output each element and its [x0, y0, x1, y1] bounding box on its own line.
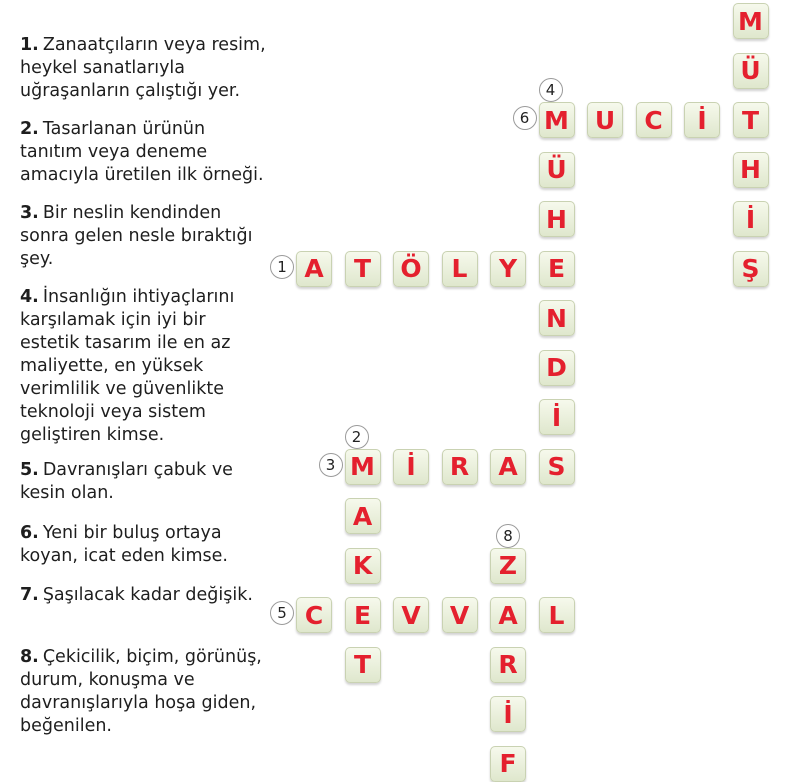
letter-cell: U: [587, 102, 623, 138]
letter-cell: İ: [393, 449, 429, 485]
letter-cell: H: [539, 201, 575, 237]
letter-cell: K: [345, 548, 381, 584]
letter-cell: M: [733, 3, 769, 39]
letter-cell: V: [393, 597, 429, 633]
clue-number: 3.: [20, 203, 39, 223]
clue-number-badge: 3: [319, 453, 343, 477]
letter-cell: V: [442, 597, 478, 633]
letter-cell: C: [296, 597, 332, 633]
letter-cell: R: [442, 449, 478, 485]
clue-number-badge: 6: [513, 106, 537, 130]
clue-number-badge: 5: [270, 601, 294, 625]
clue-number: 1.: [20, 35, 39, 55]
letter-cell: L: [539, 597, 575, 633]
letter-cell: İ: [539, 399, 575, 435]
letter-cell: C: [636, 102, 672, 138]
clue-text: İnsanlığın ihtiyaçlarını karşılamak için iyi bir estetik tasarım ile en az maliyette, en yüksek verimlilik ve güvenlikte teknoloji veya sistem geliştiren kimse.: [20, 287, 235, 445]
letter-cell: A: [345, 498, 381, 534]
letter-cell: F: [490, 746, 526, 782]
letter-cell: T: [345, 647, 381, 683]
clue-number-badge: 2: [345, 425, 369, 449]
letter-cell: M: [345, 449, 381, 485]
clue-number: 7.: [20, 585, 39, 605]
letter-cell: Ş: [733, 251, 769, 287]
letter-cell: İ: [684, 102, 720, 138]
letter-cell: Ü: [733, 53, 769, 89]
clue-text: Bir neslin kendinden sonra gelen nesle bıraktığı şey.: [20, 203, 253, 269]
clue-text: Zanaatçıların veya resim, heykel sanatlarıyla uğraşanların çalıştığı yer.: [20, 35, 266, 101]
clue-text: Tasarlanan ürünün tanıtım veya deneme amacıyla üretilen ilk örneği.: [20, 119, 264, 185]
clue-number: 8.: [20, 647, 39, 667]
clue-number: 5.: [20, 460, 39, 480]
letter-cell: Ü: [539, 152, 575, 188]
letter-cell: M: [539, 102, 575, 138]
clue-text: Çekicilik, biçim, görünüş, durum, konuşma ve davranışlarıyla hoşa giden, beğenilen.: [20, 647, 262, 736]
clue-number-badge: 1: [270, 255, 294, 279]
letter-cell: İ: [733, 201, 769, 237]
clue-number: 4.: [20, 287, 39, 307]
letter-cell: E: [539, 251, 575, 287]
letter-cell: A: [490, 597, 526, 633]
letter-cell: R: [490, 647, 526, 683]
clue-number-badge: 8: [496, 524, 520, 548]
letter-cell: D: [539, 350, 575, 386]
clue-text: Yeni bir buluş ortaya koyan, icat eden kimse.: [20, 523, 228, 566]
clue-text: Şaşılacak kadar değişik.: [42, 585, 253, 605]
letter-cell: Y: [490, 251, 526, 287]
letter-cell: T: [733, 102, 769, 138]
letter-cell: H: [733, 152, 769, 188]
clue-number-badge: 4: [539, 78, 563, 102]
letter-cell: İ: [490, 696, 526, 732]
letter-cell: A: [296, 251, 332, 287]
letter-cell: Z: [490, 548, 526, 584]
letter-cell: N: [539, 300, 575, 336]
letter-cell: S: [539, 449, 575, 485]
clue-number: 2.: [20, 119, 39, 139]
letter-cell: A: [490, 449, 526, 485]
letter-cell: E: [345, 597, 381, 633]
clue-number: 6.: [20, 523, 39, 543]
letter-cell: L: [442, 251, 478, 287]
clue-text: Davranışları çabuk ve kesin olan.: [20, 460, 233, 503]
letter-cell: T: [345, 251, 381, 287]
letter-cell: Ö: [393, 251, 429, 287]
